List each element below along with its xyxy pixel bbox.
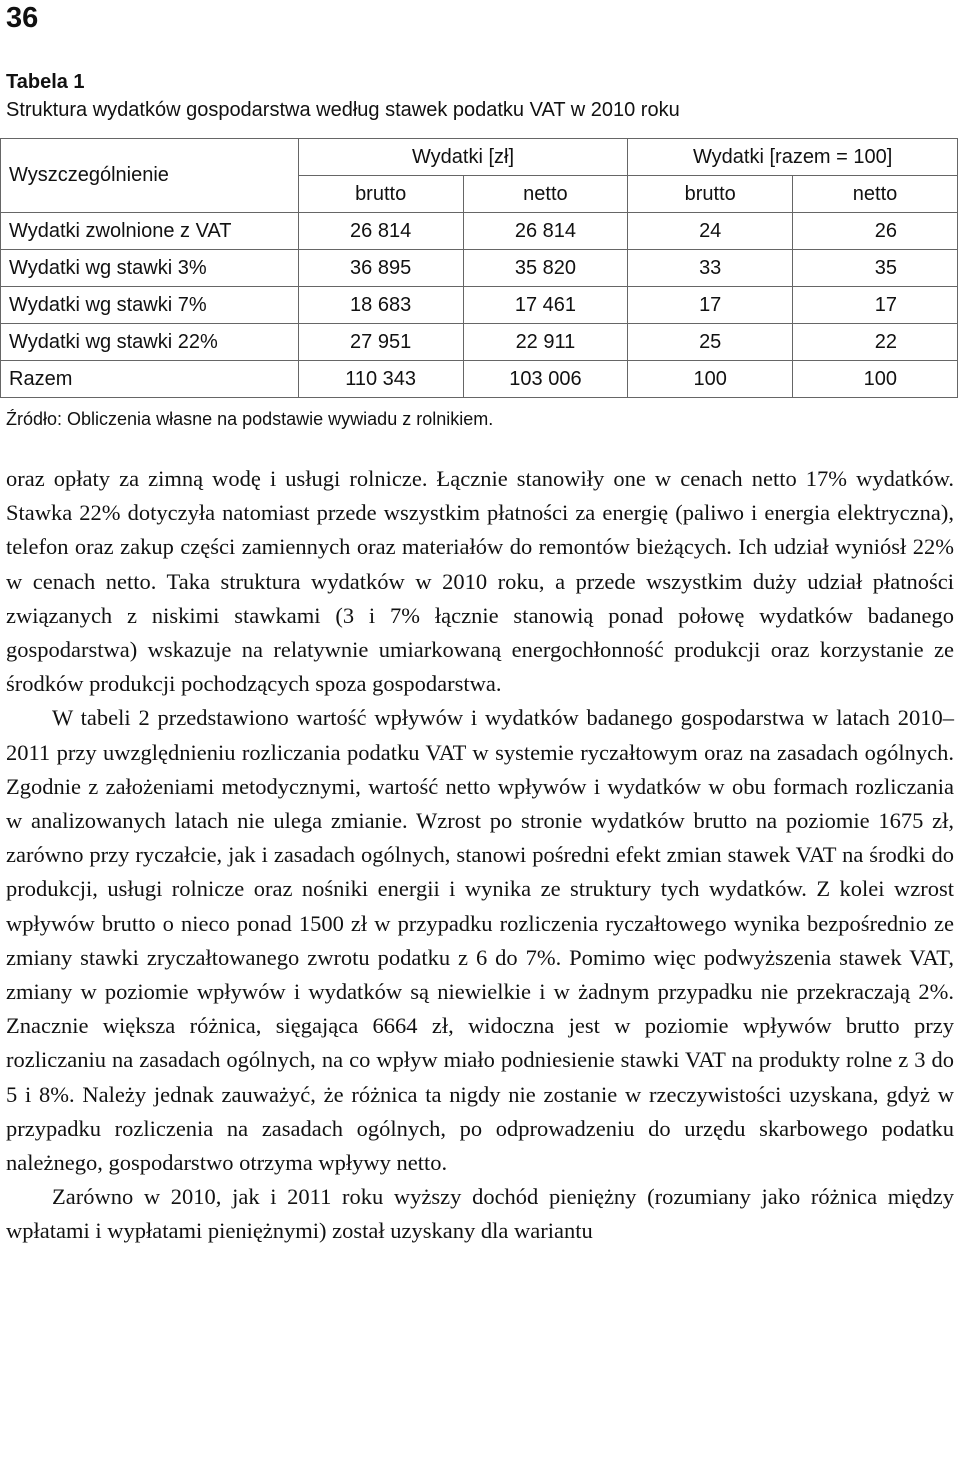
paragraph-continuation: oraz opłaty za zimną wodę i usługi rolnicze. Łącznie stanowiły one w cenach netto 17% wydatków. Stawka 22% dotyczyła natomiast przede wszystkim płatności za energię (paliwo i energia elektryczna), telefon oraz zakup części zamiennych oraz materiałów do remontów bieżących. Ich udział wyniósł 22% w cenach netto. Taka struktura wydatków w 2010 roku, a przede wszystkim duży udział płatności związanych z niskimi stawkami (3 i 7% łącznie stanowią ponad połowę wydatków badanego gospodarstwa) wskazuje na relatywnie umiarkowaną energochłonność produkcji oraz korzystanie ze środków produkcji pochodzących spoza gospodarstwa. [6,466,954,697]
paragraph: Zarówno w 2010, jak i 2011 roku wyższy dochód pieniężny (rozumiany jako różnica między wpłatami i wypłatami pieniężnymi) został uzyskany dla wariantu [6,1184,954,1244]
row-label: Razem [1,361,299,398]
table-row [1,250,958,287]
expenditure-table [0,138,958,398]
row-label: Wydatki wg stawki 22% [1,324,299,361]
table-title: Struktura wydatków gospodarstwa według stawek podatku VAT w 2010 roku [6,99,680,121]
paragraph: W tabeli 2 przedstawiono wartość wpływów i wydatków badanego gospodarstwa w latach 2010–2011 przy uwzględnieniu rozliczania podatku VAT w systemie ryczałtowym oraz na zasadach ogólnych. Zgodnie z założeniami metodycznymi, wartość netto wpływów i wydatków w obu formach rozliczania w analizowanych latach nie ulega zmianie. Wzrost po stronie wydatków brutto na poziomie 1675 zł, zarówno przy ryczałcie, jak i zasadach ogólnych, stanowi pośredni efekt zmian stawek VAT na środki do produkcji, usługi rolnicze oraz nośniki energii i wynika ze struktury tych wydatków. Z kolei wzrost wpływów brutto o nieco ponad 1500 zł w przypadku rozliczenia ryczałtowego wynika bezpośrednio ze zmiany stawki zryczałtowanego zwrotu podatku z 6 do 7%. Pomimo więc podwyższenia stawek VAT, zmiany w poziomie wpływów i wydatków są niewielkie i w żadnym przypadku nie przekraczają 2%. Znacznie większa różnica, sięgająca 6664 zł, widoczna jest w poziomie wpływów brutto przy rozliczaniu na zasadach ogólnych, na co wpływ miało podniesienie stawki VAT na produkty rolne z 3 do 5 i 8%. Należy jednak zauważyć, że różnica ta nigdy nie zostanie w rzeczywistości uzyskana, gdyż w przypadku rozliczenia na zasadach ogólnych, po odprowadzeniu do urzędu skarbowego podatku należnego, gospodarstwo otrzyma wpływy netto. [6,705,954,1176]
table-row-total [1,361,958,398]
table-cell: 17 461 [463,287,628,324]
table-cell: 17 [793,287,958,324]
subheader-cell: brutto [298,176,463,213]
table-cell: 26 814 [298,213,463,250]
table-cell: 100 [628,361,793,398]
table-cell: 22 [793,324,958,361]
page-number: 36 [6,2,39,34]
table-cell: 27 951 [298,324,463,361]
table-cell: 100 [793,361,958,398]
table-cell: 33 [628,250,793,287]
header-group-percent: Wydatki [razem = 100] [628,139,958,176]
table-cell: 18 683 [298,287,463,324]
table-source-note: Źródło: Obliczenia własne na podstawie wywiadu z rolnikiem. [6,409,494,429]
row-label: Wydatki zwolnione z VAT [1,213,299,250]
table-cell: 35 [793,250,958,287]
table-row [1,287,958,324]
subheader-cell: netto [463,176,628,213]
table-cell: 25 [628,324,793,361]
table-header-row [1,139,958,176]
table-row [1,213,958,250]
table-cell: 22 911 [463,324,628,361]
header-group-pln: Wydatki [zł] [298,139,628,176]
table-row [1,324,958,361]
body-text [6,462,954,1249]
table-cell: 35 820 [463,250,628,287]
table-cell: 26 814 [463,213,628,250]
subheader-cell: netto [793,176,958,213]
table-cell: 103 006 [463,361,628,398]
header-row-label: Wyszczególnienie [1,139,299,213]
table-label: Tabela 1 [6,71,85,93]
table-cell: 26 [793,213,958,250]
table-cell: 17 [628,287,793,324]
subheader-cell: brutto [628,176,793,213]
table-cell: 36 895 [298,250,463,287]
row-label: Wydatki wg stawki 7% [1,287,299,324]
table-cell: 110 343 [298,361,463,398]
table-cell: 24 [628,213,793,250]
row-label: Wydatki wg stawki 3% [1,250,299,287]
